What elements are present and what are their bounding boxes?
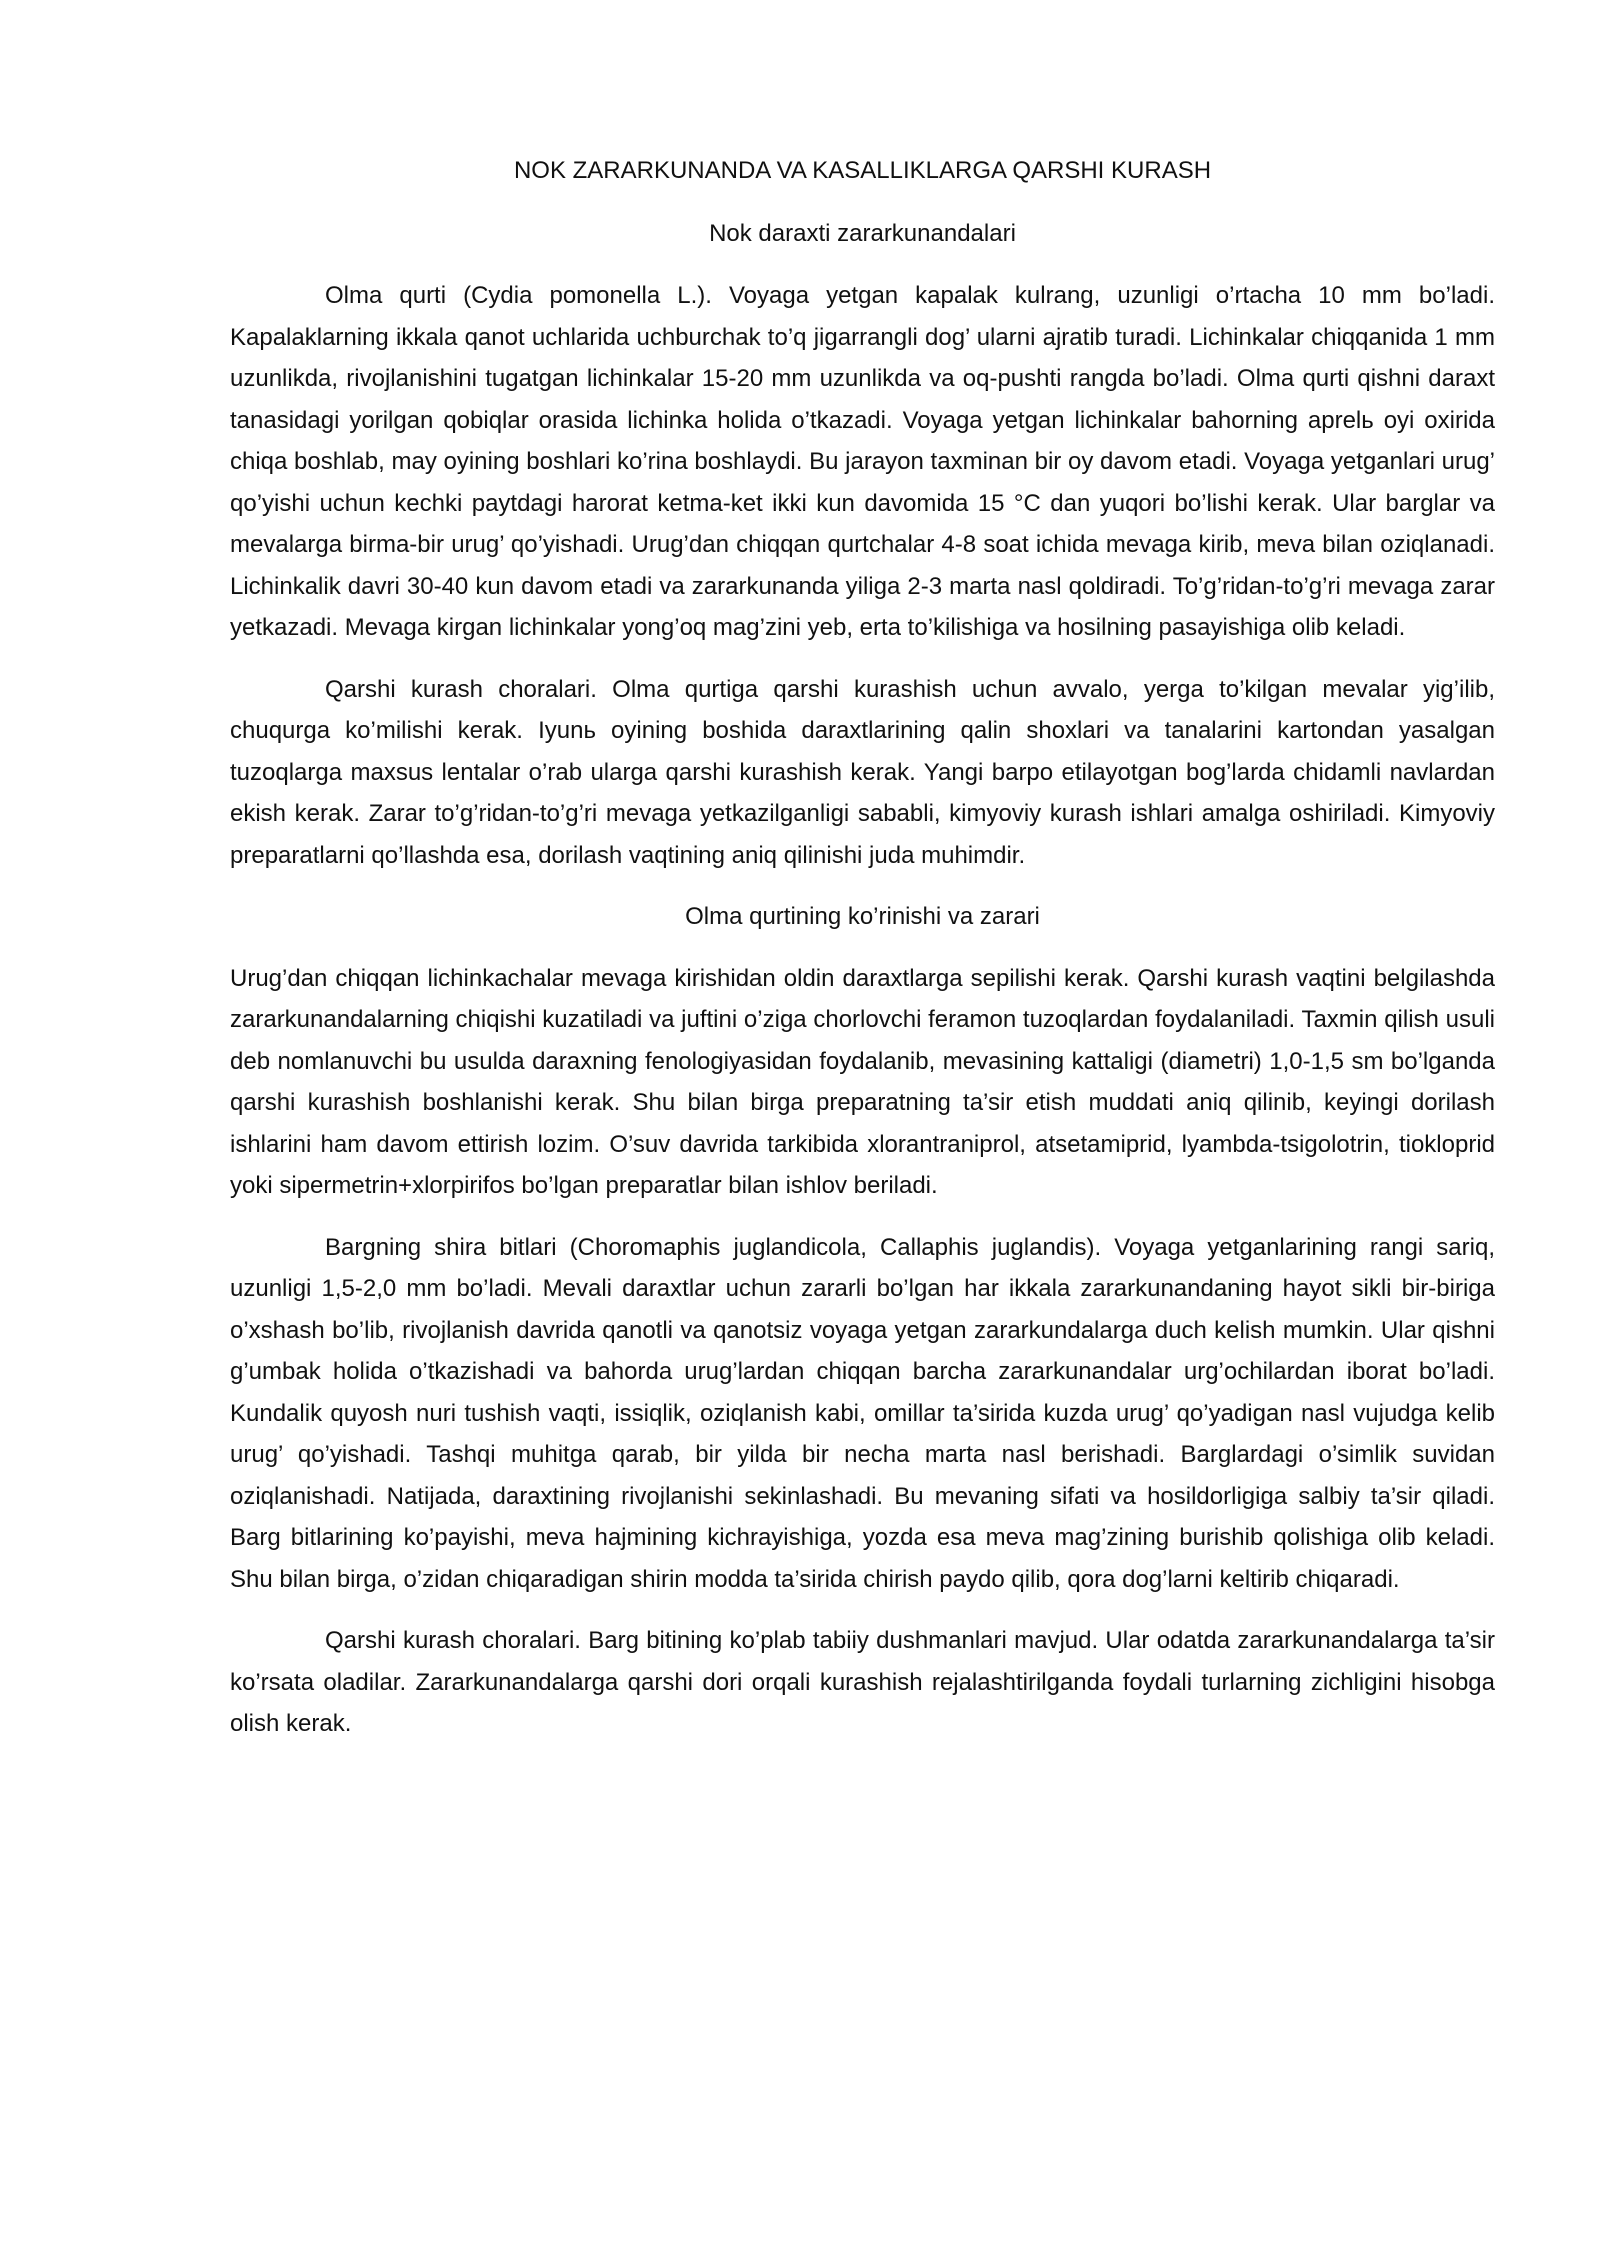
paragraph-qarshi-kurash-1: Qarshi kurash choralari. Olma qurtiga qarshi kurashish uchun avvalo, yerga to’kilgan mevalar yig’ilib, chuqurga ko’milishi kerak. Iyunь oyining boshida daraxtlarining qalin shoxlari va tanalarini kartondan yasalgan tuzoqlarga maxsus lentalar o’rab ularga qarshi kurashish kerak. Yangi barpo etilayotgan bog’larda chidamli navlardan ekish kerak. Zarar to’g’ridan-to’g’ri mevaga yetkazilganligi sababli, kimyoviy kurash ishlari amalga oshiriladi. Kimyoviy preparatlarni qo’llashda esa, dorilash vaqtining aniq qilinishi juda muhimdir. (230, 675, 1495, 869)
paragraph-urugdan-chiqqan: Urug’dan chiqqan lichinkachalar mevaga kirishidan oldin daraxtlarga sepilishi kerak. Qarshi kurash vaqtini belgilashda zararkunandalarning chiqishi kuzatiladi va juftini o’ziga chorlovchi feramon tuzoqlardan foydalaniladi. Taxmin qilish usuli deb nomlanuvchi bu usulda daraxning fenologiyasidan foydalanib, mevasining kattaligi (diametri) 1,0-1,5 sm bo’lganda qarshi kurashish boshlanishi kerak. Shu bilan birga preparatning ta’sir etish muddati aniq qilinib, keyingi dorilash ishlarini ham davom ettirish lozim. O’suv davrida tarkibida xlorantraniprol, atsetamiprid, lyambda-tsigolotrin, tiokloprid yoki sipermetrin+xlorpirifos bo’lgan preparatlar bilan ishlov beriladi. (230, 964, 1495, 1199)
document-page (230, 150, 1495, 1765)
document-subtitle: Nok daraxti zararkunandalari (709, 219, 1016, 247)
section-title: Olma qurtining ko’rinishi va zarari (685, 903, 1040, 930)
paragraph-shira-bitlari: Bargning shira bitlari (Choromaphis juglandicola, Callaphis juglandis). Voyaga yetganlarining rangi sariq, uzunligi 1,5-2,0 mm bo’ladi. Mevali daraxtlar uchun zararli bo’lgan har ikkala zararkunandaning hayot sikli bir-biriga o’xshash bo’lib, rivojlanish davrida qanotli va qanotsiz voyaga yetgan zararkundalarga duch kelish mumkin. Ular qishni g’umbak holida o’tkazishadi va bahorda urug’lardan chiqqan barcha zararkunandalar urg’ochilardan iborat bo’ladi. Kundalik quyosh nuri tushish vaqti, issiqlik, oziqlanish kabi, omillar ta’sirida kuzda urug’ qo’yadigan nasl vujudga kelib urug’ qo’yishadi. Tashqi muhitga qarab, bir yilda bir necha marta nasl berishadi. Barglardagi o’simlik suvidan oziqlanishadi. Natijada, daraxtining rivojlanishi sekinlashadi. Bu mevaning sifati va hosildorligiga salbiy ta’sir qiladi. Barg bitlarining ko’payishi, meva hajmining kichrayishiga, yozda esa meva mag’zining burishib qolishiga olib keladi. Shu bilan birga, o’zidan chiqaradigan shirin modda ta’sirida chirish paydo qilib, qora dog’larni keltirib chiqaradi. (230, 1233, 1495, 1593)
paragraph-qarshi-kurash-2: Qarshi kurash choralari. Barg bitining ko’plab tabiiy dushmanlari mavjud. Ular odatda zararkunandalarga ta’sir ko’rsata oladilar. Zararkunandalarga qarshi dori orqali kurashish rejalashtirilganda foydali turlarning zichligini hisobga olish kerak. (230, 1627, 1495, 1737)
document-title: NOK ZARARKUNANDA VA KASALLIKLARGA QARSHI KURASH (513, 157, 1212, 184)
paragraph-olma-qurti: Olma qurti (Cydia pomonella L.). Voyaga yetgan kapalak kulrang, uzunligi o’rtacha 10 mm bo’ladi. Kapalaklarning ikkala qanot uchlarida uchburchak to’q jigarrangli dog’ ularni ajratib turadi. Lichinkalar chiqqanida 1 mm uzunlikda, rivojlanishini tugatgan lichinkalar 15-20 mm uzunlikda va oq-pushti rangda bo’ladi. Olma qurti qishni daraxt tanasidagi yorilgan qobiqlar orasida lichinka holida o’tkazadi. Voyaga yetgan lichinkalar bahorning aprelь oyi oxirida chiqa boshlab, may oyining boshlari ko’rina boshlaydi. Bu jarayon taxminan bir oy davom etadi. Voyaga yetganlari urug’ qo’yishi uchun kechki paytdagi harorat ketma-ket ikki kun davomida 15 °C dan yuqori bo’lishi kerak. Ular barglar va mevalarga birma-bir urug’ qo’yishadi. Urug’dan chiqqan qurtchalar 4-8 soat ichida mevaga kirib, meva bilan oziqlanadi. Lichinkalik davri 30-40 kun davom etadi va zararkunanda yiliga 2-3 marta nasl qoldiradi. To’g’ridan-to’g’ri mevaga zarar yetkazadi. Mevaga kirgan lichinkalar yong’oq mag’zini yeb, erta to’kilishiga va hosilning pasayishiga olib keladi. (230, 282, 1495, 641)
